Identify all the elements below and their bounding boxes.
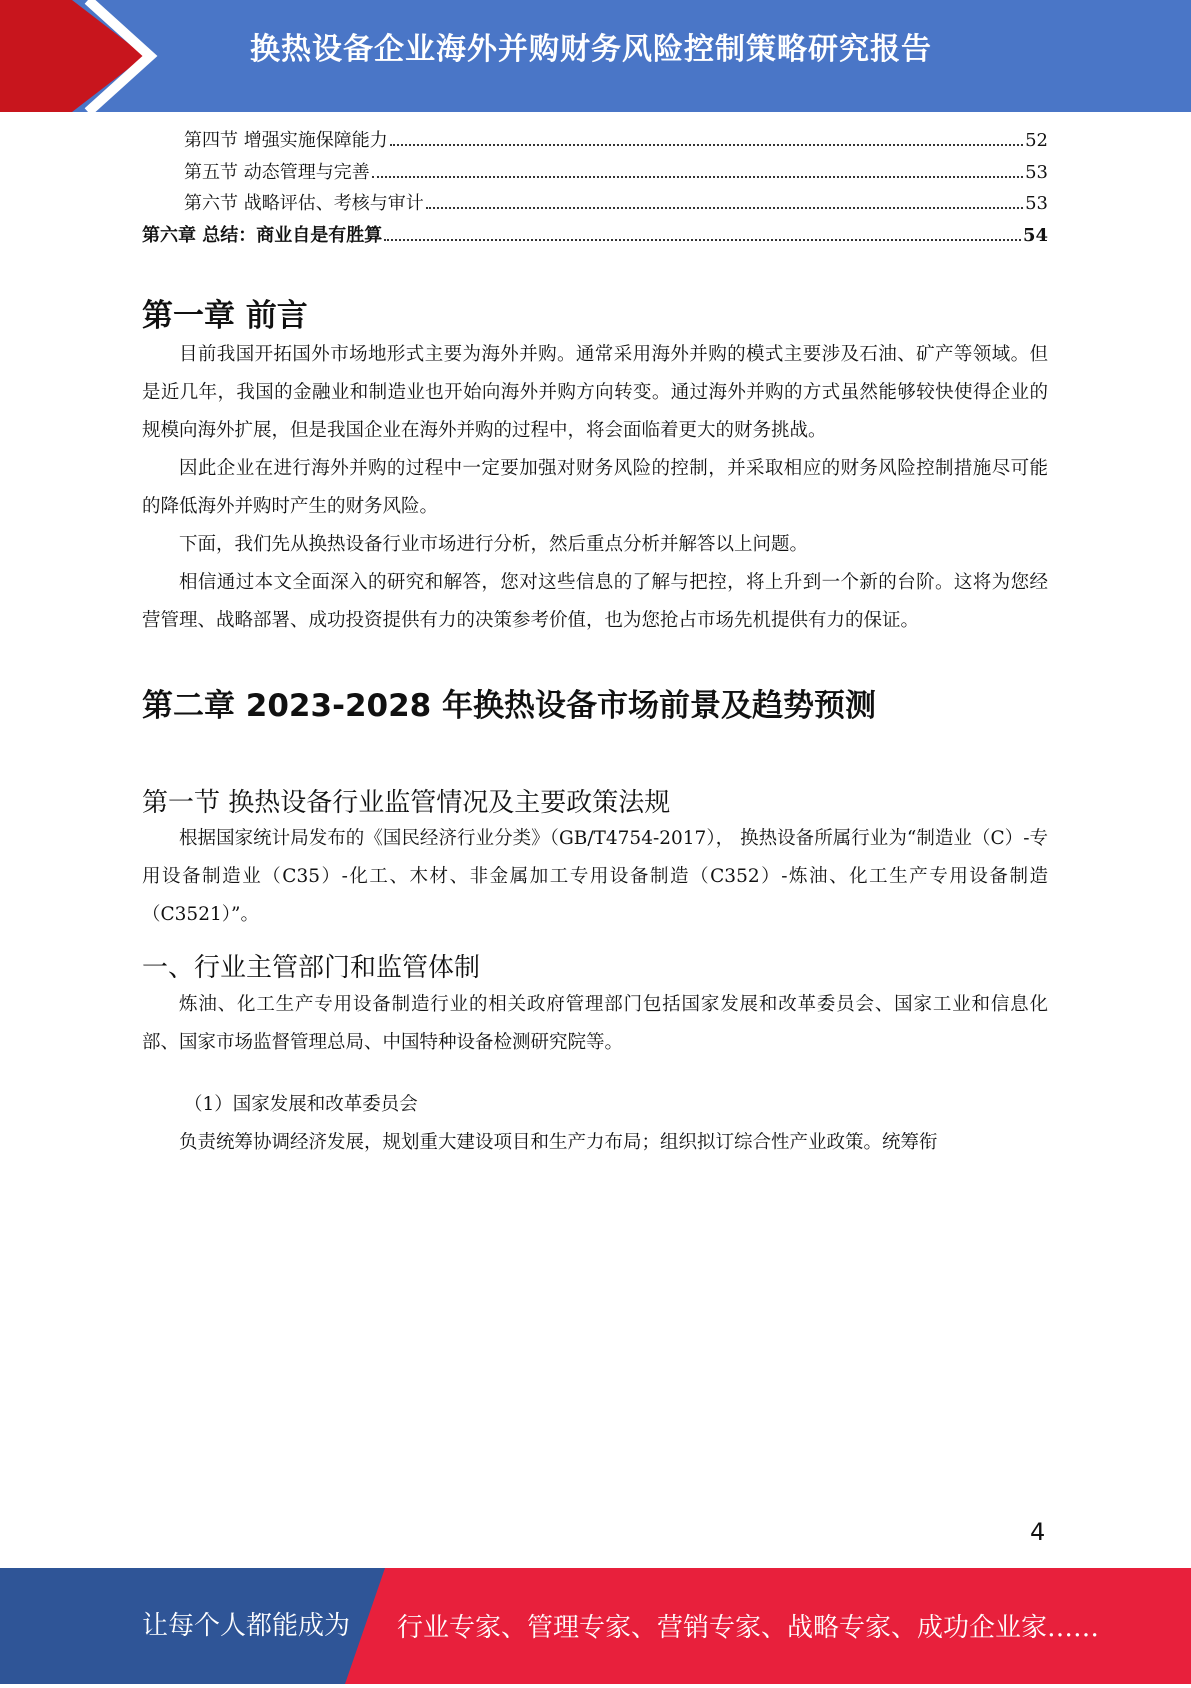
toc-label: 第五节 动态管理与完善 (184, 161, 370, 183)
toc-entry[interactable] (142, 221, 1048, 253)
paragraph: 负责统筹协调经济发展，规划重大建设项目和生产力布局；组织拟订综合性产业政策。统筹衔 (179, 1132, 938, 1154)
header-banner (0, 0, 1191, 112)
toc-page-number: 54 (1022, 224, 1048, 246)
paragraph: 下面，我们先从换热设备行业市场进行分析，然后重点分析并解答以上问题。 (179, 534, 809, 556)
toc-label: 第四节 增强实施保障能力 (184, 130, 388, 151)
paragraph: 因此企业在进行海外并购的过程中一定要加强对财务风险的控制，并采取相应的财务风险控制措施尽可能的降低海外并购时产生的财务风险。 (142, 458, 1048, 518)
toc-entry[interactable] (142, 158, 1048, 190)
toc-label: 第六章 总结：商业自是有胜算 (142, 224, 383, 246)
list-item-heading: （1）国家发展和改革委员会 (184, 1094, 418, 1116)
chapter-heading: 第一章 前言 (142, 298, 308, 334)
toc-page-number: 53 (1025, 193, 1048, 214)
toc-entry[interactable] (142, 126, 1048, 158)
footer-slogan-left: 让每个人都能成为 (142, 1611, 351, 1641)
chapter-heading: 第二章 2023-2028 年换热设备市场前景及趋势预测 (142, 688, 877, 725)
report-title: 换热设备企业海外并购财务风险控制策略研究报告 (250, 32, 932, 67)
paragraph: 根据国家统计局发布的《国民经济行业分类》（GB/T4754-2017）， 换热设备所属行业为“制造业（C）-专用设备制造业（C35）-化工、木材、非金属加工专用设备制造（C352）-炼油、化工生产专用设备制造（C3521）”。 (142, 828, 1048, 926)
toc-leader (426, 207, 1023, 209)
toc-label: 第六节 战略评估、考核与审计 (184, 193, 424, 214)
toc-page-number: 53 (1025, 161, 1048, 183)
subsection-heading: 一、行业主管部门和监管体制 (142, 953, 481, 984)
page-number: 4 (1030, 1518, 1046, 1546)
paragraph: 目前我国开拓国外市场地形式主要为海外并购。通常采用海外并购的模式主要涉及石油、矿产等领域。但是近几年，我国的金融业和制造业也开始向海外并购方向转变。通过海外并购的方式虽然能够较快使得企业的规模向海外扩展，但是我国企业在海外并购的过程中，将会面临着更大的财务挑战。 (142, 344, 1048, 442)
footer-slogan-right: 行业专家、管理专家、营销专家、战略专家、成功企业家…… (397, 1613, 1100, 1643)
toc-page-number: 52 (1025, 130, 1048, 151)
paragraph: 相信通过本文全面深入的研究和解答，您对这些信息的了解与把控，将上升到一个新的台阶。这将为您经营管理、战略部署、成功投资提供有力的决策参考价值，也为您抢占市场先机提供有力的保证。 (142, 572, 1048, 632)
document-body (142, 268, 1048, 1162)
toc-leader (372, 176, 1023, 178)
footer-banner (0, 1568, 1191, 1684)
section-heading: 第一节 换热设备行业监管情况及主要政策法规 (142, 787, 671, 818)
toc-leader (390, 144, 1023, 146)
toc-entry[interactable] (142, 189, 1048, 221)
table-of-contents (142, 126, 1048, 252)
toc-leader (384, 239, 1021, 241)
paragraph: 炼油、化工生产专用设备制造行业的相关政府管理部门包括国家发展和改革委员会、国家工业和信息化部、国家市场监督管理总局、中国特种设备检测研究院等。 (142, 994, 1048, 1054)
